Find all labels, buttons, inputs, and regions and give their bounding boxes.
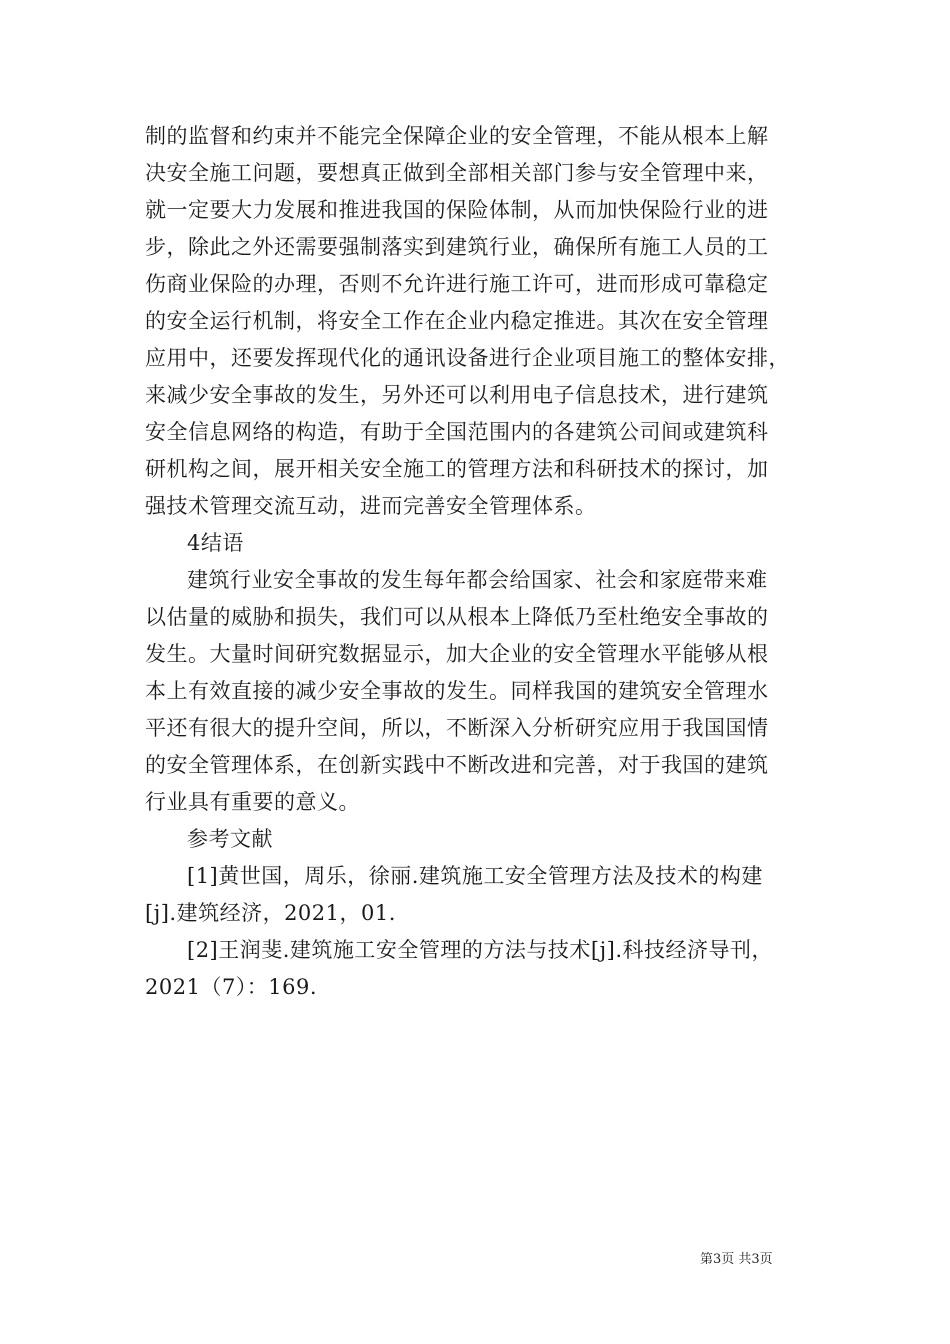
paragraph-line: 安全信息网络的构造，有助于全国范围内的各建筑公司间或建筑科 [145,420,769,444]
body-paragraph-2 [145,562,810,821]
paragraph-line: 建筑行业安全事故的发生每年都会给国家、社会和家庭带来难 [187,568,768,592]
references-heading-block [145,821,810,858]
reference-item-continuation: [j].建筑经济，2021，01. [145,901,396,925]
paragraph-line: 本上有效直接的减少安全事故的发生。同样我国的建筑安全管理水 [145,679,769,703]
paragraph-line: 步，除此之外还需要强制落实到建筑行业，确保所有施工人员的工 [145,235,769,259]
paragraph-line: 平还有很大的提升空间，所以，不断深入分析研究应用于我国国情 [145,716,769,740]
section-heading: 4结语 [187,531,244,555]
reference-item-continuation: 2021（7）：169. [145,975,318,999]
reference-list [145,858,810,1006]
reference-item: [1]黄世国，周乐，徐丽.建筑施工安全管理方法及技术的构建 [187,864,763,888]
body-paragraph-1 [145,118,810,525]
reference-item: [2]王润斐.建筑施工安全管理的方法与技术[j].科技经济导刊， [187,938,773,962]
paragraph-line: 强技术管理交流互动，进而完善安全管理体系。 [145,494,597,518]
paragraph-line: 以估量的威胁和损失，我们可以从根本上降低乃至杜绝安全事故的 [145,605,769,629]
paragraph-line: 研机构之间，展开相关安全施工的管理方法和科研技术的探讨，加 [145,457,769,481]
paragraph-line: 应用中，还要发挥现代化的通讯设备进行企业项目施工的整体安排， [145,346,790,370]
paragraph-line: 的安全管理体系，在创新实践中不断改进和完善，对于我国的建筑 [145,753,769,777]
paragraph-line: 决安全施工问题，要想真正做到全部相关部门参与安全管理中来， [145,161,769,185]
paragraph-line: 伤商业保险的办理，否则不允许进行施工许可，进而形成可靠稳定 [145,272,769,296]
paragraph-line: 制的监督和约束并不能完全保障企业的安全管理，不能从根本上解 [145,124,769,148]
paragraph-line: 发生。大量时间研究数据显示，加大企业的安全管理水平能够从根 [145,642,769,666]
paragraph-line: 就一定要大力发展和推进我国的保险体制，从而加快保险行业的进 [145,198,769,222]
paragraph-line: 来减少安全事故的发生，另外还可以利用电子信息技术，进行建筑 [145,383,769,407]
section-heading-conclusion [145,525,810,562]
page-number-footer: 第3页 共3页 [700,1252,773,1267]
references-heading: 参考文献 [187,827,273,851]
paragraph-line: 行业具有重要的意义。 [145,790,360,814]
paragraph-line: 的安全运行机制，将安全工作在企业内稳定推进。其次在安全管理 [145,309,769,333]
